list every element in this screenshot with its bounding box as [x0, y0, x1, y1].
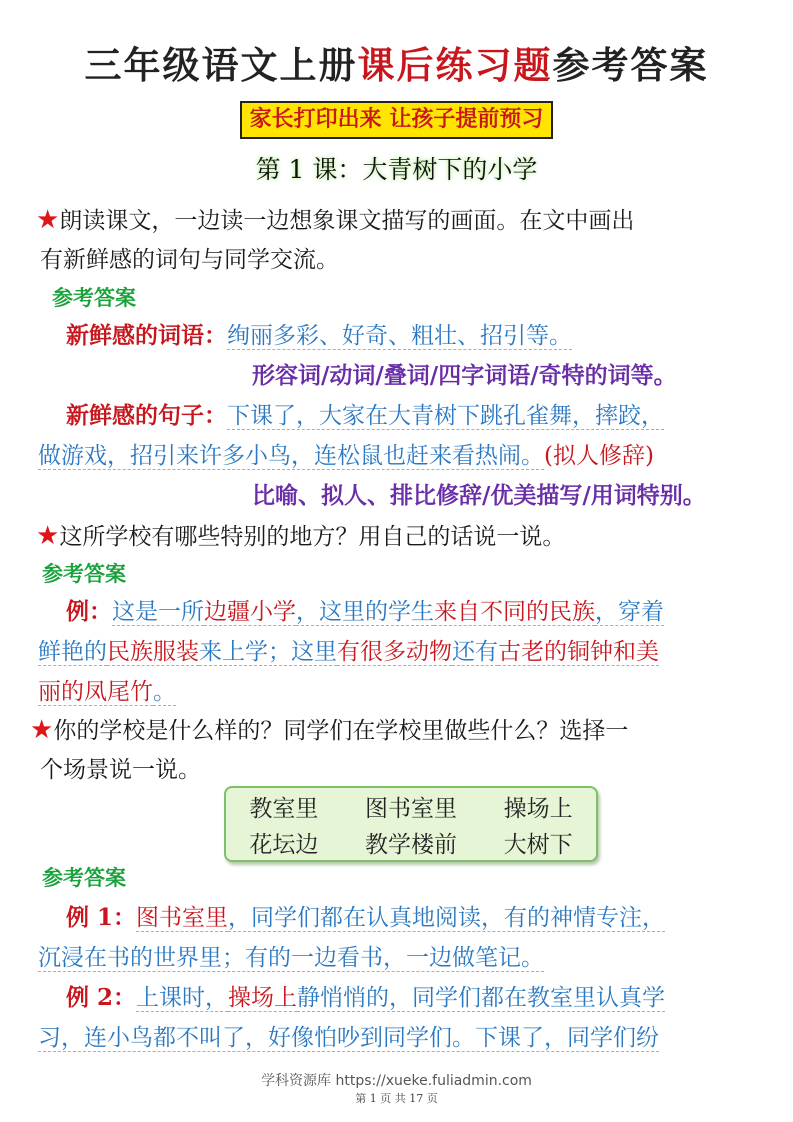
q2-c2: 。 — [153, 679, 176, 705]
q2-b2: 民族服装 — [107, 639, 199, 665]
ex2-text-a: 上课时， — [136, 985, 229, 1011]
ex2-text-c: 静悄悄的，同学们都在教室里认真学 — [297, 985, 666, 1011]
ex1-text-2: 沉浸在书的世界里；有的一边看书，一边做笔记。 — [38, 945, 544, 971]
star-icon: ★ — [30, 715, 54, 745]
q1-sentence-line-1 — [66, 396, 793, 436]
q2-a5: ，穿着 — [595, 599, 664, 625]
subtitle-wrap — [0, 101, 793, 139]
q1-line-1 — [36, 200, 793, 240]
sentence-rhetoric: (拟人修辞) — [544, 443, 654, 469]
title-part-2: 课后练习题 — [357, 44, 553, 87]
lesson-heading: 第 1 课：大青树下的小学 — [255, 155, 538, 184]
q3-example-1-line-2 — [38, 938, 793, 978]
answer-label-1: 参考答案 — [52, 285, 136, 310]
answer-label-2: 参考答案 — [42, 561, 126, 586]
title-part-1: 三年级语文上册 — [84, 44, 358, 87]
scene-option: 图书室里 — [364, 796, 457, 822]
answer-label-3: 参考答案 — [42, 865, 126, 890]
q3-text-1: 你的学校是什么样的？同学们在学校里做些什么？选择一 — [53, 718, 629, 744]
q2-answer-line-1 — [66, 592, 793, 632]
q2-c1: 丽的凤尾竹 — [38, 679, 153, 705]
q2-b1: 鲜艳的 — [38, 639, 107, 665]
q1-sentence-line-2 — [38, 436, 793, 476]
example-label: 例： — [66, 598, 112, 625]
star-icon: ★ — [36, 521, 60, 551]
ex1-text-1: ，同学们都在认真地阅读，有的神情专注， — [228, 905, 666, 931]
words-label: 新鲜感的词语： — [66, 322, 227, 349]
footer-page-number: 第 1 页 共 17 页 — [355, 1092, 438, 1105]
q3-example-1-line-1 — [66, 898, 793, 938]
footer-source: 学科资源库 https://xueke.fuliadmin.com — [261, 1073, 532, 1089]
scene-option: 教学楼前 — [364, 832, 457, 858]
q3-line-1 — [30, 710, 793, 750]
q2-b6: 古老的铜钟和美 — [498, 639, 659, 665]
ex1-place: 图书室里 — [136, 905, 229, 931]
q2-answer-line-3 — [38, 672, 793, 712]
example-2-label: 例 2： — [66, 984, 137, 1011]
q2-a1: 这是一所 — [112, 599, 204, 625]
title-part-3: 参考答案 — [552, 44, 709, 87]
scene-option: 教室里 — [249, 796, 319, 822]
q2-b3: 来上学；这里 — [199, 639, 337, 665]
q2-text-1: 这所学校有哪些特别的地方？用自己的话说一说。 — [59, 524, 566, 550]
page-title — [0, 40, 793, 92]
q2-answer-line-2 — [38, 632, 793, 672]
words-text: 绚丽多彩、好奇、粗壮、招引等。 — [227, 323, 572, 349]
ex2-place: 操场上 — [228, 985, 298, 1011]
example-1-label: 例 1： — [66, 904, 137, 931]
sentence-note: 比喻、拟人、排比修辞/优美描写/用词特别。 — [252, 482, 706, 509]
ex2-text-d: 习，连小鸟都不叫了，好像怕吵到同学们。下课了，同学们纷 — [38, 1025, 659, 1051]
scene-option: 大树下 — [503, 832, 573, 858]
q2-b4: 有很多动物 — [337, 639, 452, 665]
q2-a4: 来自不同的民族 — [434, 599, 595, 625]
q1-words-line — [66, 316, 793, 356]
star-icon: ★ — [36, 205, 60, 235]
scene-option: 花坛边 — [249, 832, 319, 858]
q1-line-2: 有新鲜感的词句与同学交流。 — [40, 247, 339, 273]
q3-example-2-line-2 — [38, 1018, 793, 1058]
q3-example-2-line-1 — [66, 978, 793, 1018]
scene-row-2 — [226, 826, 596, 859]
q2-a2: 边疆小学 — [204, 599, 296, 625]
sentence-text-1: 下课了，大家在大青树下跳孔雀舞，摔跤， — [227, 403, 664, 429]
q2-a3: ，这里的学生 — [296, 599, 434, 625]
scene-options-box — [224, 786, 598, 862]
q3-line-2: 个场景说一说。 — [40, 757, 201, 783]
q1-text-1: 朗读课文，一边读一边想象课文描写的画面。在文中画出 — [59, 208, 635, 234]
scene-option: 操场上 — [503, 796, 573, 822]
words-note: 形容词/动词/叠词/四字词语/奇特的词等。 — [252, 362, 677, 389]
sentence-text-2: 做游戏，招引来许多小鸟，连松鼠也赶来看热闹。 — [38, 443, 544, 469]
sentence-label: 新鲜感的句子： — [66, 402, 227, 429]
subtitle-banner: 家长打印出来 让孩子提前预习 — [240, 101, 554, 139]
q2-line-1 — [36, 516, 793, 556]
scene-row-1 — [226, 790, 596, 823]
q2-b5: 还有 — [452, 639, 498, 665]
